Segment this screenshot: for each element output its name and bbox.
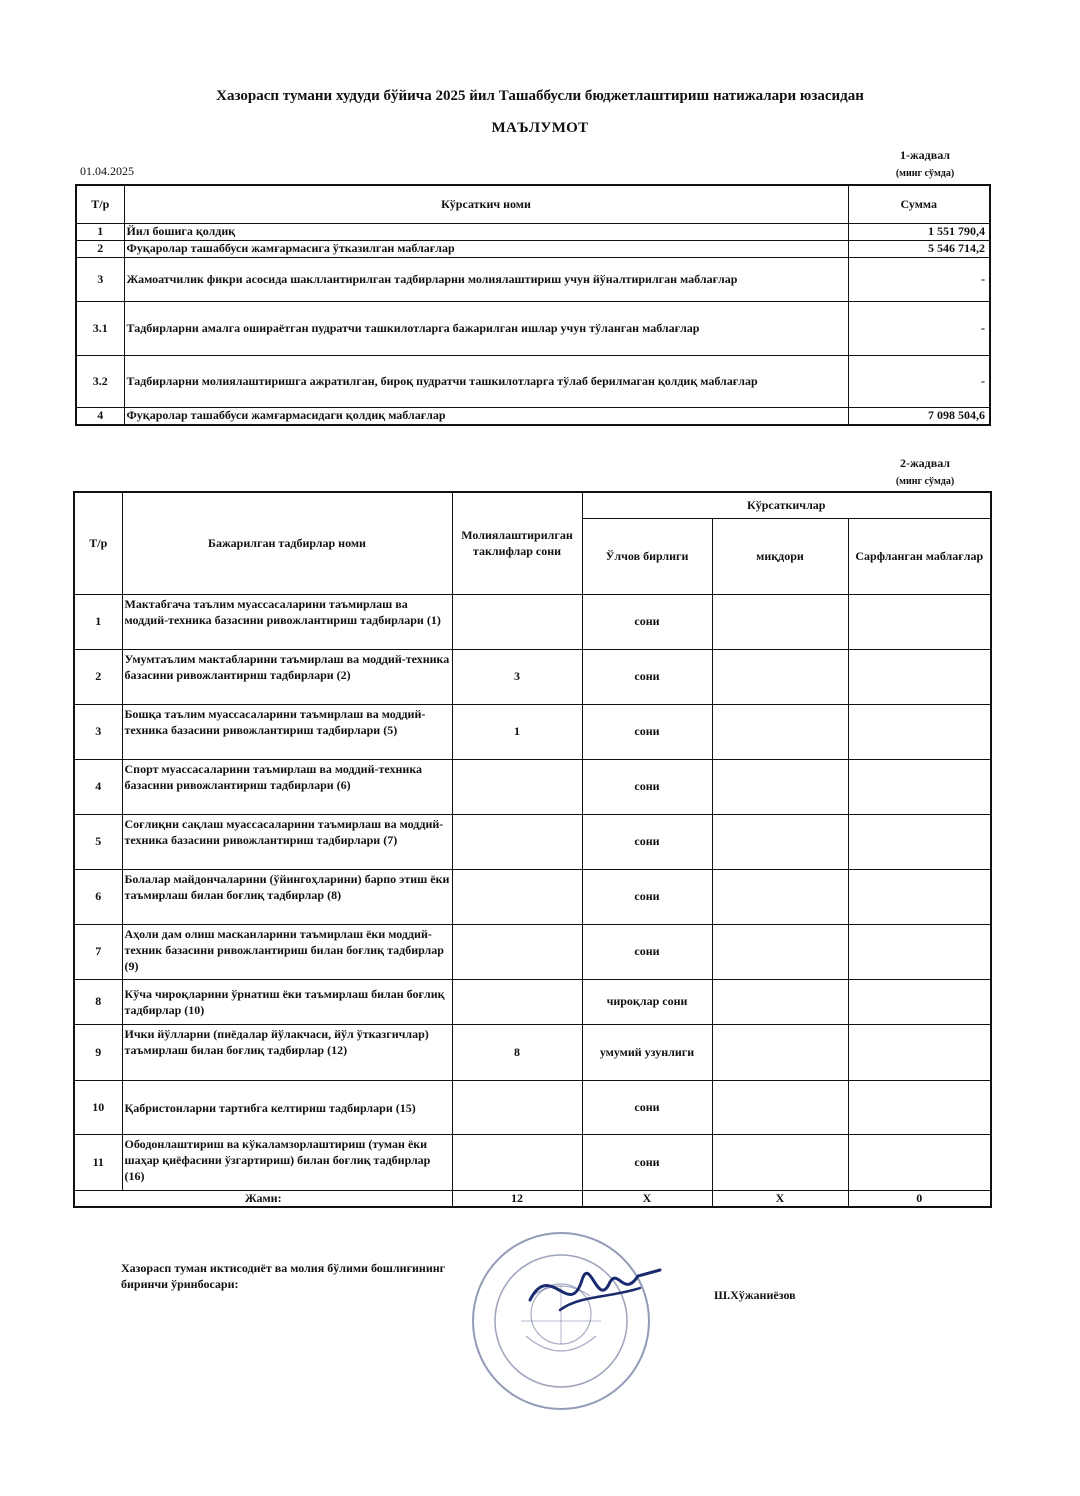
row-activity: Умумтаълим мактабларини таъмирлаш ва моддий-техника базасини ривожлантириш тадбирлари (2) [122, 649, 452, 704]
row-unit: сони [582, 649, 712, 704]
document-date: 01.04.2025 [80, 164, 134, 178]
row-proposals [452, 814, 582, 869]
document-subtitle: МАЪЛУМОТ [491, 120, 589, 136]
row-amount [712, 869, 848, 924]
row-num: 7 [74, 924, 122, 979]
row-sum: - [848, 257, 990, 301]
total-row [74, 1190, 991, 1207]
row-spent [848, 979, 991, 1024]
row-activity: Бошқа таълим муассасаларини таъмирлаш ва моддий-техника базасини ривожлантириш тадбирлари (5) [122, 704, 452, 759]
col-header-amount: миқдори [712, 518, 848, 594]
table-row [76, 355, 990, 407]
table1-unit: (минг сўмда) [895, 168, 955, 179]
row-activity: Мактабгача таълим муассасаларини таъмирлаш ва моддий-техника базасини ривожлантириш тадбирлари (1) [122, 594, 452, 649]
row-proposals: 8 [452, 1024, 582, 1080]
col-header-sum: Сумма [848, 185, 990, 223]
row-activity: Аҳоли дам олиш масканларини таъмирлаш ёки моддий-техник базасини ривожлантириш билан боғлиқ тадбирлар (9) [122, 924, 452, 979]
row-sum: 7 098 504,6 [848, 407, 990, 425]
document-title: Хазорасп тумани худуди бўйича 2025 йил Ташаббусли бюджетлаштириш натижалари юзасидан [216, 88, 864, 104]
row-sum: - [848, 301, 990, 355]
table-row [76, 407, 990, 425]
table-row [74, 869, 991, 924]
row-activity: Соғлиқни сақлаш муассасаларини таъмирлаш ва моддий-техника базасини ривожлантириш тадбирлари (7) [122, 814, 452, 869]
table-row [74, 649, 991, 704]
col-header-num: Т/р [74, 492, 122, 594]
row-amount [712, 1134, 848, 1190]
total-label: Жами: [74, 1190, 452, 1207]
table-row [76, 257, 990, 301]
row-num: 2 [74, 649, 122, 704]
signatory-name: Ш.Хўжаниёзов [714, 1288, 796, 1302]
col-header-indicator: Кўрсаткич номи [124, 185, 848, 223]
row-spent [848, 704, 991, 759]
row-activity: Ички йўлларни (пиёдалар йўлакчаси, йўл ўтказгичлар) таъмирлаш билан боғлиқ тадбирлар (12) [122, 1024, 452, 1080]
row-num: 3 [74, 704, 122, 759]
table-row [74, 814, 991, 869]
row-name: Йил бошига қолдиқ [124, 223, 848, 240]
row-spent [848, 924, 991, 979]
row-amount [712, 594, 848, 649]
table-row [74, 979, 991, 1024]
table-row [74, 759, 991, 814]
row-unit: сони [582, 924, 712, 979]
row-num: 6 [74, 869, 122, 924]
row-num: 1 [76, 223, 124, 240]
col-header-spent: Сарфланган маблағлар [848, 518, 991, 594]
row-amount [712, 649, 848, 704]
signatory-position-line1: Хазорасп туман иктисодиёт ва молия бўлими бошлиғининг [121, 1261, 446, 1275]
row-activity: Спорт муассасаларини таъмирлаш ва моддий-техника базасини ривожлантириш тадбирлари (6) [122, 759, 452, 814]
table2-unit: (минг сўмда) [895, 476, 955, 487]
signature-mark [520, 1240, 670, 1330]
total-amount: Х [712, 1190, 848, 1207]
row-name: Фуқаролар ташаббуси жамғармасидаги қолдиқ маблағлар [124, 407, 848, 425]
row-proposals: 1 [452, 704, 582, 759]
signatory-position-line2: биринчи ўринбосари: [121, 1277, 239, 1291]
table-row [74, 1134, 991, 1190]
row-name: Фуқаролар ташаббуси жамғармасига ўтказилган маблағлар [124, 240, 848, 257]
row-name: Жамоатчилик фикри асосида шакллантирилган тадбирларни молиялаштириш учун йўналтирилган маблағлар [124, 257, 848, 301]
row-activity: Қабристонларни тартибга келтириш тадбирлари (15) [122, 1080, 452, 1134]
row-spent [848, 1080, 991, 1134]
row-unit: сони [582, 1080, 712, 1134]
row-num: 5 [74, 814, 122, 869]
row-num: 11 [74, 1134, 122, 1190]
row-amount [712, 704, 848, 759]
col-header-num: Т/р [76, 185, 124, 223]
table-row [74, 1080, 991, 1134]
row-num: 4 [74, 759, 122, 814]
row-num: 8 [74, 979, 122, 1024]
row-sum: 1 551 790,4 [848, 223, 990, 240]
table-row [76, 301, 990, 355]
row-num: 3.1 [76, 301, 124, 355]
table-row [74, 924, 991, 979]
row-sum: - [848, 355, 990, 407]
row-spent [848, 1024, 991, 1080]
row-num: 4 [76, 407, 124, 425]
row-spent [848, 869, 991, 924]
row-proposals [452, 869, 582, 924]
row-unit: умумий узунлиги [582, 1024, 712, 1080]
row-proposals [452, 924, 582, 979]
row-amount [712, 924, 848, 979]
row-spent [848, 759, 991, 814]
table-row [74, 1024, 991, 1080]
row-unit: сони [582, 869, 712, 924]
row-amount [712, 1024, 848, 1080]
row-proposals [452, 594, 582, 649]
total-unit: Х [582, 1190, 712, 1207]
row-spent [848, 649, 991, 704]
signatory-position [121, 1260, 445, 1292]
table-row [74, 594, 991, 649]
row-amount [712, 979, 848, 1024]
row-name: Тадбирларни амалга ошираётган пудратчи ташкилотларга бажарилган ишлар учун тўланган маблағлар [124, 301, 848, 355]
row-activity: Болалар майдончаларини (ўйингоҳларини) барпо этиш ёки таъмирлаш билан боғлиқ тадбирлар (8) [122, 869, 452, 924]
table-row [76, 240, 990, 257]
col-header-proposals: Молиялаштирилган таклифлар сони [452, 492, 582, 594]
row-name: Тадбирларни молиялаштиришга ажратилган, бироқ пудратчи ташкилотларга тўлаб берилмаган қолдиқ маблағлар [124, 355, 848, 407]
col-header-unit: Ўлчов бирлиги [582, 518, 712, 594]
row-spent [848, 594, 991, 649]
row-unit: чироқлар сони [582, 979, 712, 1024]
row-proposals [452, 1080, 582, 1134]
row-unit: сони [582, 594, 712, 649]
col-header-indicators: Кўрсаткичлар [582, 492, 991, 518]
row-amount [712, 759, 848, 814]
row-proposals [452, 979, 582, 1024]
summary-table [75, 184, 991, 426]
row-num: 2 [76, 240, 124, 257]
row-spent [848, 814, 991, 869]
row-unit: сони [582, 1134, 712, 1190]
row-num: 1 [74, 594, 122, 649]
table-row [74, 704, 991, 759]
row-amount [712, 1080, 848, 1134]
total-proposals: 12 [452, 1190, 582, 1207]
row-amount [712, 814, 848, 869]
table1-label: 1-жадвал [899, 148, 951, 162]
row-activity: Ободонлаштириш ва кўкаламзорлаштириш (туман ёки шаҳар қиёфасини ўзгартириш) билан боғлиқ тадбирлар (16) [122, 1134, 452, 1190]
row-proposals [452, 1134, 582, 1190]
row-num: 3.2 [76, 355, 124, 407]
row-num: 10 [74, 1080, 122, 1134]
row-num: 3 [76, 257, 124, 301]
table-row [76, 223, 990, 240]
col-header-activity: Бажарилган тадбирлар номи [122, 492, 452, 594]
row-activity: Кўча чироқларини ўрнатиш ёки таъмирлаш билан боғлиқ тадбирлар (10) [122, 979, 452, 1024]
total-spent: 0 [848, 1190, 991, 1207]
row-proposals: 3 [452, 649, 582, 704]
row-spent [848, 1134, 991, 1190]
row-unit: сони [582, 704, 712, 759]
row-proposals [452, 759, 582, 814]
row-unit: сони [582, 759, 712, 814]
row-sum: 5 546 714,2 [848, 240, 990, 257]
table2-label: 2-жадвал [899, 456, 951, 470]
row-num: 9 [74, 1024, 122, 1080]
row-unit: сони [582, 814, 712, 869]
activities-table [73, 491, 992, 1208]
